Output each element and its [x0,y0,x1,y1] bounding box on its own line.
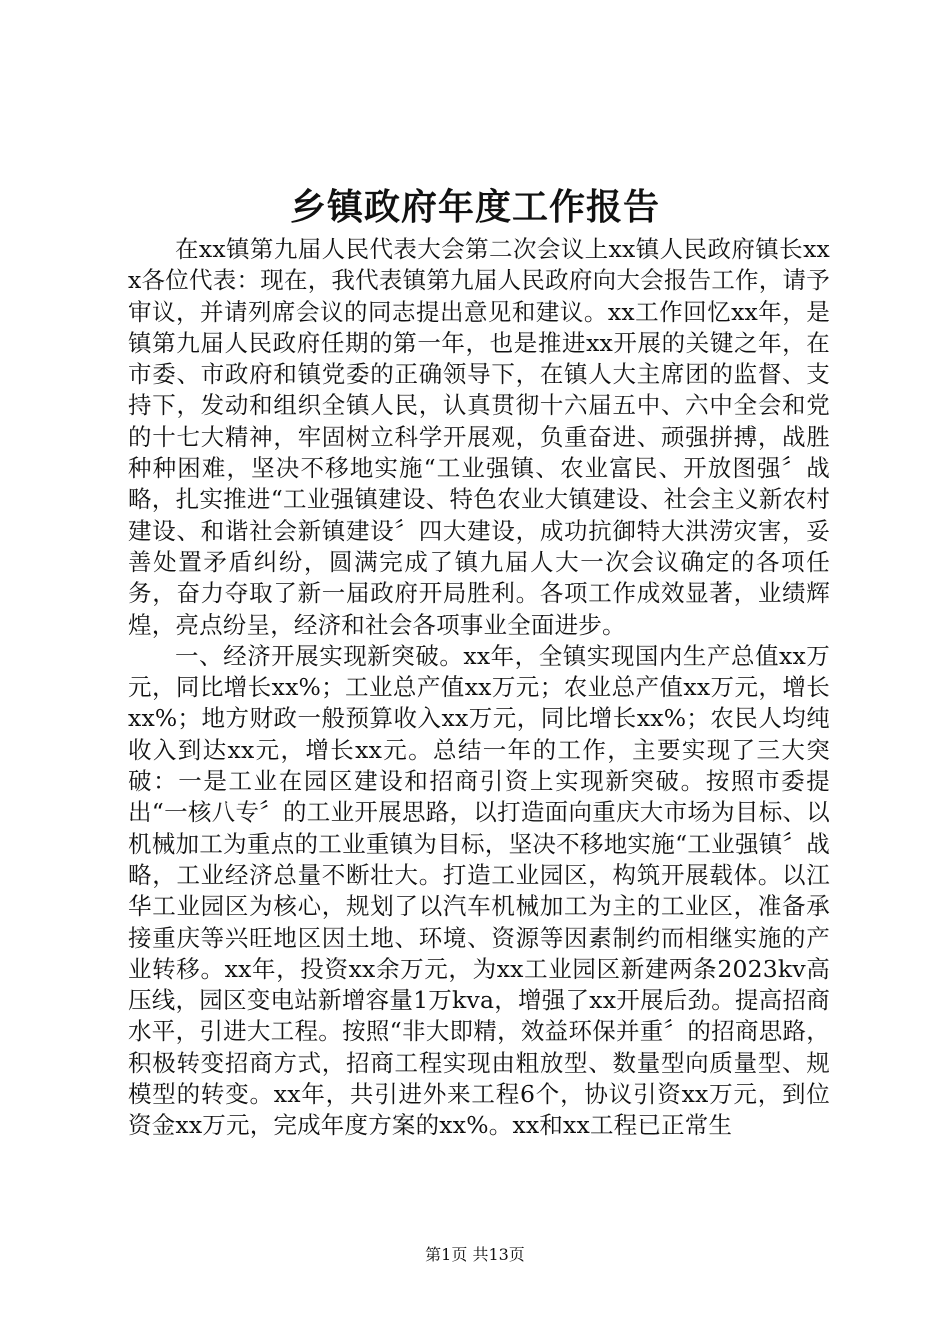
paragraph-economy: 一、经济开展实现新突破。xx年，全镇实现国内生产总值xx万元，同比增长xx%；工业总产值xx万元；农业总产值xx万元，增长xx%；地方财政一般预算收入xx万元，同比增长xx%；农民人均纯收入到达xx元，增长xx元。总结一年的工作，主要实现了三大突破：一是工业在园区建设和招商引资上实现新突破。按照市委提出“一核八专〞的工业开展思路，以打造面向重庆大市场为目标、以机械加工为重点的工业重镇为目标，坚决不移地实施“工业强镇〞战略，工业经济总量不断壮大。打造工业园区，构筑开展载体。以江华工业园区为核心，规划了以汽车机械加工为主的工业区，准备承接重庆等兴旺地区因土地、环境、资源等因素制约而相继实施的产业转移。xx年，投资xx余万元，为xx工业园区新建两条2023kv高压线，园区变电站新增容量1万kva，增强了xx开展后劲。提高招商水平，引进大工程。按照“非大即精，效益环保并重〞的招商思路，积极转变招商方式，招商工程实现由粗放型、数量型向质量型、规模型的转变。xx年，共引进外来工程6个，协议引资xx万元，到位资金xx万元，完成年度方案的xx%。xx和xx工程已正常生 [128,641,830,1140]
paragraph-intro: 在xx镇第九届人民代表大会第二次会议上xx镇人民政府镇长xxx各位代表：现在，我代表镇第九届人民政府向大会报告工作，请予审议，并请列席会议的同志提出意见和建议。xx工作回忆xx年，是镇第九届人民政府任期的第一年，也是推进xx开展的关键之年，在市委、市政府和镇党委的正确领导下，在镇人大主席团的监督、支持下，发动和组织全镇人民，认真贯彻十六届五中、六中全会和党的十七大精神，牢固树立科学开展观，负重奋进、顽强拼搏，战胜种种困难，坚决不移地实施“工业强镇、农业富民、开放图强〞战略，扎实推进“工业强镇建设、特色农业大镇建设、社会主义新农村建设、和谐社会新镇建设〞四大建设，成功抗御特大洪涝灾害，妥善处置矛盾纠纷，圆满完成了镇九届人大一次会议确定的各项任务，奋力夺取了新一届政府开局胜利。各项工作成效显著，业绩辉煌，亮点纷呈，经济和社会各项事业全面进步。 [128,235,830,639]
document-title: 乡镇政府年度工作报告 [289,186,660,228]
page-number-footer: 第1页 共13页 [425,1245,525,1264]
document-body [128,234,830,1142]
